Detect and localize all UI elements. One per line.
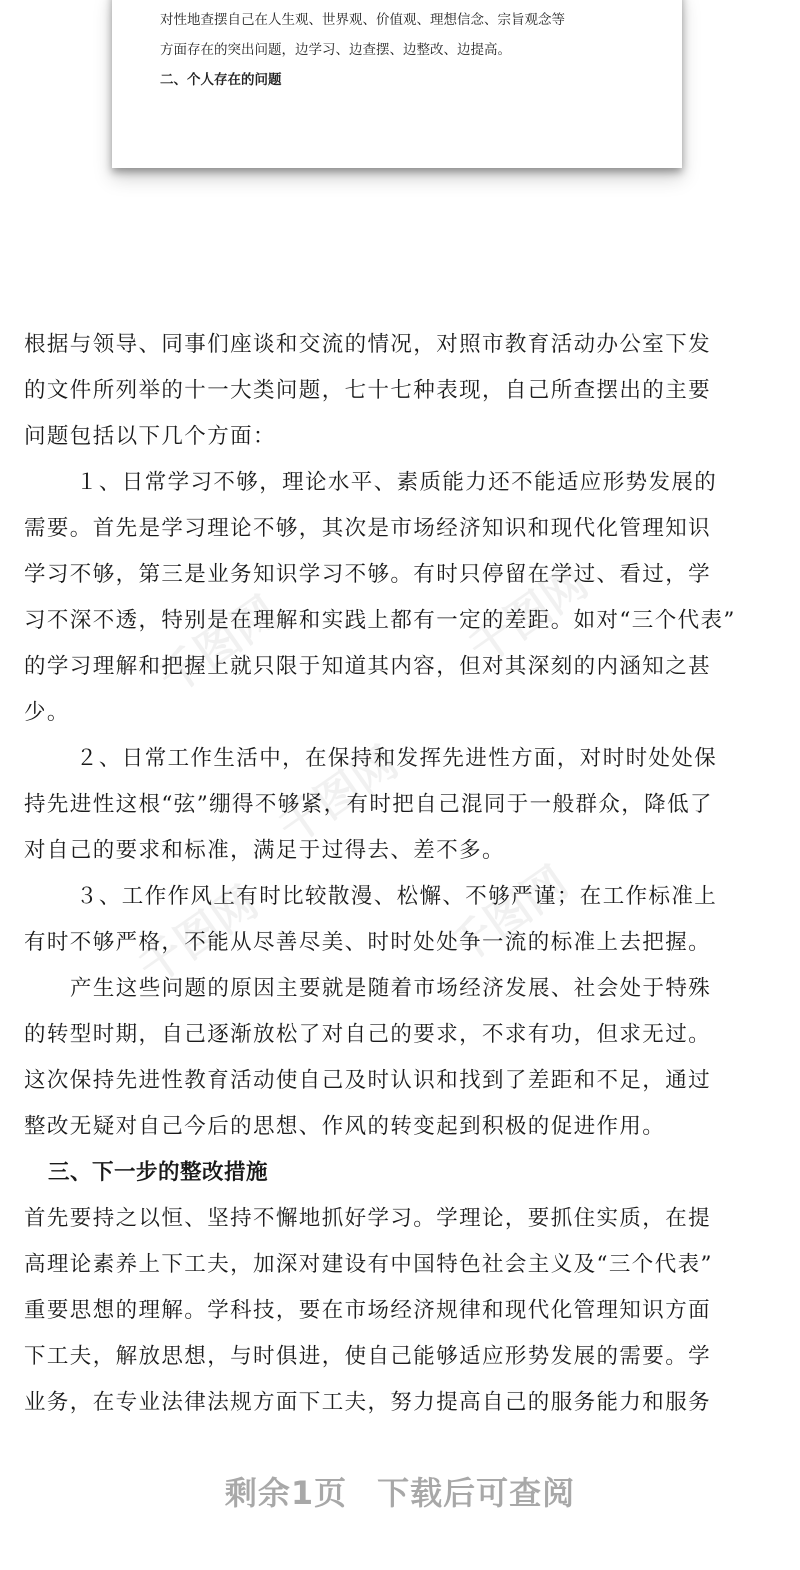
preview-text-line: 方面存在的突出问题，边学习、边查摆、边整改、边提高。 — [160, 42, 511, 58]
paragraph-line: 下工夫，解放思想，与时俱进，使自己能够适应形势发展的需要。学 — [24, 1344, 712, 1369]
paragraph-line: 少。 — [24, 700, 70, 725]
paragraph-line: 这次保持先进性教育活动使自己及时认识和找到了差距和不足，通过 — [24, 1068, 712, 1093]
paragraph-line: 产生这些问题的原因主要就是随着市场经济发展、社会处于特殊 — [70, 976, 712, 1001]
watermark-text: 千图网 — [149, 586, 288, 705]
paragraph-line: 需要。首先是学习理论不够，其次是市场经济知识和现代化管理知识 — [24, 516, 712, 541]
paragraph-line: 业务，在专业法律法规方面下工夫，努力提高自己的服务能力和服务 — [24, 1390, 712, 1415]
watermark-text: 千图网 — [459, 556, 598, 675]
watermark-text: 千图网 — [269, 736, 408, 855]
paragraph-line: 的转型时期，自己逐渐放松了对自己的要求，不求有功，但求无过。 — [24, 1022, 712, 1047]
watermark-text: 千图网 — [439, 856, 578, 975]
document-body — [24, 322, 784, 1426]
paragraph-line: 重要思想的理解。学科技，要在市场经济规律和现代化管理知识方面 — [24, 1298, 712, 1323]
download-hint-label: 下载后可查阅 — [377, 1474, 576, 1512]
preview-section-heading: 二、个人存在的问题 — [160, 72, 282, 88]
paragraph-line: 的文件所列举的十一大类问题，七十七种表现，自己所查摆出的主要 — [24, 378, 712, 403]
paragraph-line: 根据与领导、同事们座谈和交流的情况，对照市教育活动办公室下发 — [24, 332, 712, 357]
page-preview-card — [112, 0, 682, 168]
paragraph-line: 整改无疑对自己今后的思想、作风的转变起到积极的促进作用。 — [24, 1114, 666, 1139]
paragraph-line: ２、日常工作生活中，在保持和发挥先进性方面，对时时处处保 — [76, 746, 718, 771]
paragraph-line: １、日常学习不够，理论水平、素质能力还不能适应形势发展的 — [76, 470, 718, 495]
paragraph-line: 对自己的要求和标准，满足于过得去、差不多。 — [24, 838, 505, 863]
preview-text-line: 对性地查摆自己在人生观、世界观、价值观、理想信念、宗旨观念等 — [160, 12, 565, 28]
paragraph-line: 问题包括以下几个方面： — [24, 424, 276, 449]
section-heading: 三、下一步的整改措施 — [48, 1160, 269, 1185]
watermark-text: 千图网 — [129, 876, 268, 995]
paragraph-line: ３、工作作风上有时比较散漫、松懈、不够严谨；在工作标准上 — [76, 884, 718, 909]
paragraph-line: 持先进性这根“弦”绷得不够紧，有时把自己混同于一般群众，降低了 — [24, 792, 713, 817]
paragraph-line: 高理论素养上下工夫，加深对建设有中国特色社会主义及“三个代表” — [24, 1252, 713, 1277]
remaining-pages-label: 剩余1页 — [224, 1474, 348, 1512]
remaining-pages-notice[interactable] — [0, 1468, 800, 1514]
paragraph-line: 有时不够严格，不能从尽善尽美、时时处处争一流的标准上去把握。 — [24, 930, 712, 955]
paragraph-line: 首先要持之以恒、坚持不懈地抓好学习。学理论，要抓住实质，在提 — [24, 1206, 712, 1231]
paragraph-line: 习不深不透，特别是在理解和实践上都有一定的差距。如对“三个代表” — [24, 608, 736, 633]
paragraph-line: 的学习理解和把握上就只限于知道其内容，但对其深刻的内涵知之甚 — [24, 654, 712, 679]
paragraph-line: 学习不够，第三是业务知识学习不够。有时只停留在学过、看过，学 — [24, 562, 712, 587]
